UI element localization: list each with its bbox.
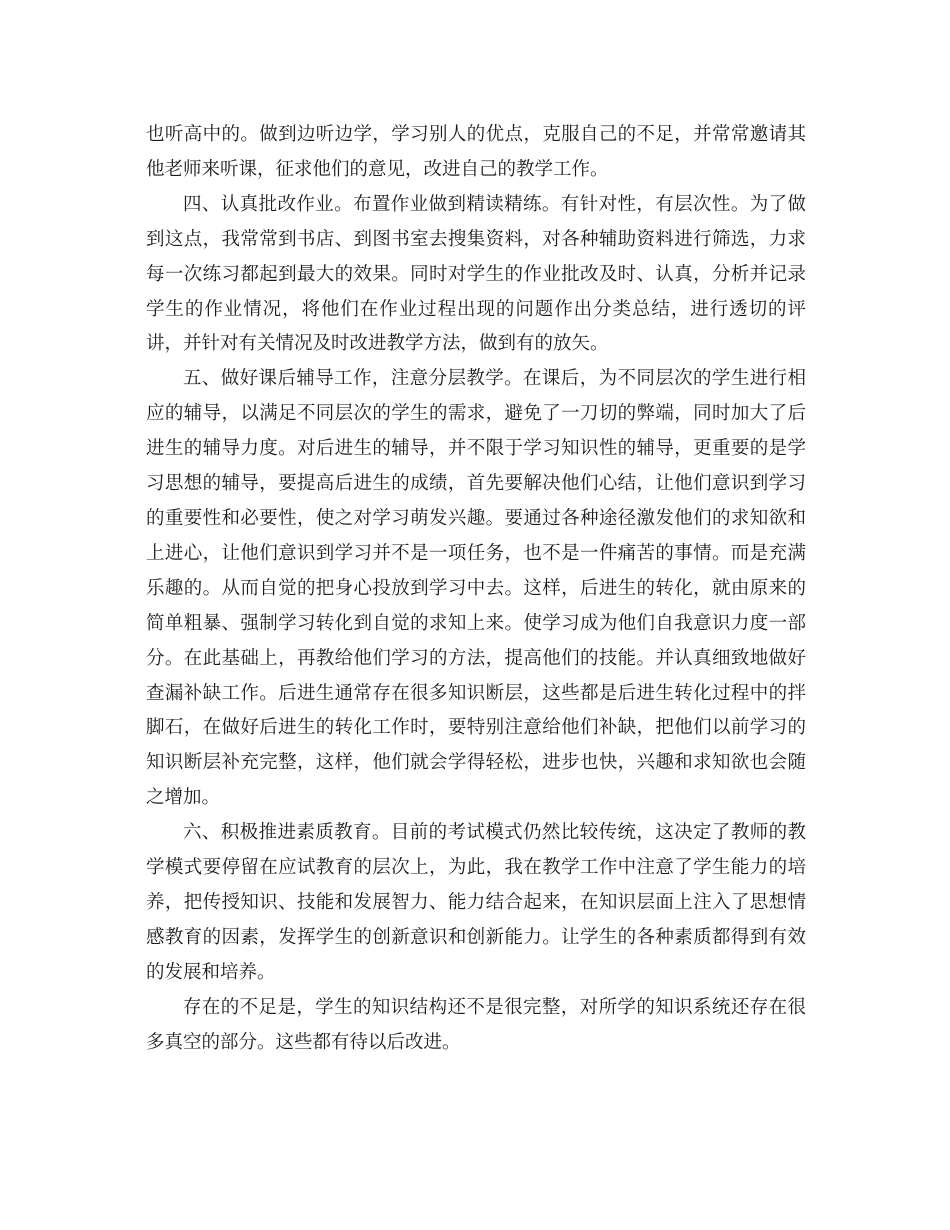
paragraph-after-class-tutoring: 五、做好课后辅导工作，注意分层教学。在课后，为不同层次的学生进行相应的辅导，以满足不同层次的学生的需求，避免了一刀切的弊端，同时加大了后进生的辅导力度。对后进生的辅导，并不限于学习知识性的辅导，更重要的是学习思想的辅导，要提高后进生的成绩，首先要解决他们心结，让他们意识到学习的重要性和必要性，使之对学习萌发兴趣。要通过各种途径激发他们的求知欲和上进心，让他们意识到学习并不是一项任务，也不是一件痛苦的事情。而是充满乐趣的。从而自觉的把身心投放到学习中去。这样，后进生的转化，就由原来的简单粗暴、强制学习转化到自觉的求知上来。使学习成为他们自我意识力度一部分。在此基础上，再教给他们学习的方法，提高他们的技能。并认真细致地做好查漏补缺工作。后进生通常存在很多知识断层，这些都是后进生转化过程中的拌脚石，在做好后进生的转化工作时，要特别注意给他们补缺，把他们以前学习的知识断层补充完整，这样，他们就会学得轻松，进步也快，兴趣和求知欲也会随之增加。 [146,368,806,809]
document-body [146,118,806,1060]
paragraph-homework-grading: 四、认真批改作业。布置作业做到精读精练。有针对性，有层次性。为了做到这点，我常常到书店、到图书室去搜集资料，对各种辅助资料进行筛选，力求每一次练习都起到最大的效果。同时对学生的作业批改及时、认真，分析并记录学生的作业情况，将他们在作业过程出现的问题作出分类总结，进行透切的评讲，并针对有关情况及时改进教学方法，做到有的放矢。 [146,193,806,355]
paragraph-shortcomings: 存在的不足是，学生的知识结构还不是很完整，对所学的知识系统还存在很多真空的部分。这些都有待以后改进。 [146,996,806,1053]
paragraph-continuation: 也听高中的。做到边听边学，学习别人的优点，克服自己的不足，并常常邀请其他老师来听课，征求他们的意见，改进自己的教学工作。 [146,124,806,180]
paragraph-quality-education: 六、积极推进素质教育。目前的考试模式仍然比较传统，这决定了教师的教学模式要停留在应试教育的层次上，为此，我在教学工作中注意了学生能力的培养，把传授知识、技能和发展智力、能力结合起来，在知识层面上注入了思想情感教育的因素，发挥学生的创新意识和创新能力。让学生的各种素质都得到有效的发展和培养。 [146,822,806,983]
